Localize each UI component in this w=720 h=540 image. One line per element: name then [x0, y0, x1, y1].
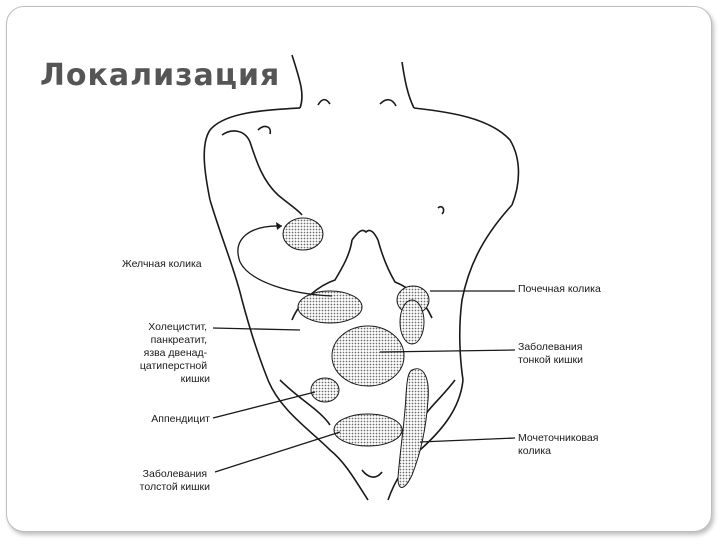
zone-appendicitis [311, 378, 339, 402]
zone-renal-lower [400, 300, 424, 344]
nipple-mark [438, 207, 444, 214]
label-small-intestine: Заболевания тонкой кишки [518, 341, 584, 366]
zone-ureteral [398, 369, 428, 488]
label-appendicitis: Аппендицит [151, 413, 210, 425]
label-renal-colic: Почечная колика [518, 283, 601, 295]
shoulder-curl [258, 127, 270, 134]
shoulder-pain-outline [222, 131, 302, 215]
zone-colon [334, 414, 402, 446]
neck-right-line [402, 62, 414, 108]
pain-zones [283, 218, 429, 487]
leader-ureteral [420, 438, 515, 442]
label-cholecystitis: Холецистит, панкреатит, язва двенад- цатиперстной кишки [139, 321, 210, 385]
biliary-arrowhead [276, 222, 282, 230]
leader-biliary-upper [238, 226, 282, 262]
slide-title: Локализация [40, 58, 281, 93]
right-shoulder [414, 108, 519, 205]
left-flank [210, 200, 268, 380]
leader-colon [215, 432, 340, 472]
leader-biliary-lower [240, 262, 332, 296]
leader-cholecystitis [213, 328, 300, 330]
label-colon-disease: Заболевания толстой кишки [139, 468, 210, 493]
xiphoid-outline [352, 230, 378, 240]
left-shoulder [204, 108, 300, 200]
leader-appendicitis [213, 392, 315, 418]
pubic-line [362, 470, 382, 477]
neck-left-line [292, 55, 302, 108]
clavicle-left [318, 100, 330, 105]
zone-small-intestine [332, 326, 404, 386]
right-flank [460, 205, 512, 380]
label-biliary-colic: Желчная колика [122, 258, 202, 270]
label-ureteral-colic: Мочеточниковая колика [518, 432, 599, 457]
zone-biliary [283, 218, 323, 250]
clavicle-right [380, 100, 396, 106]
